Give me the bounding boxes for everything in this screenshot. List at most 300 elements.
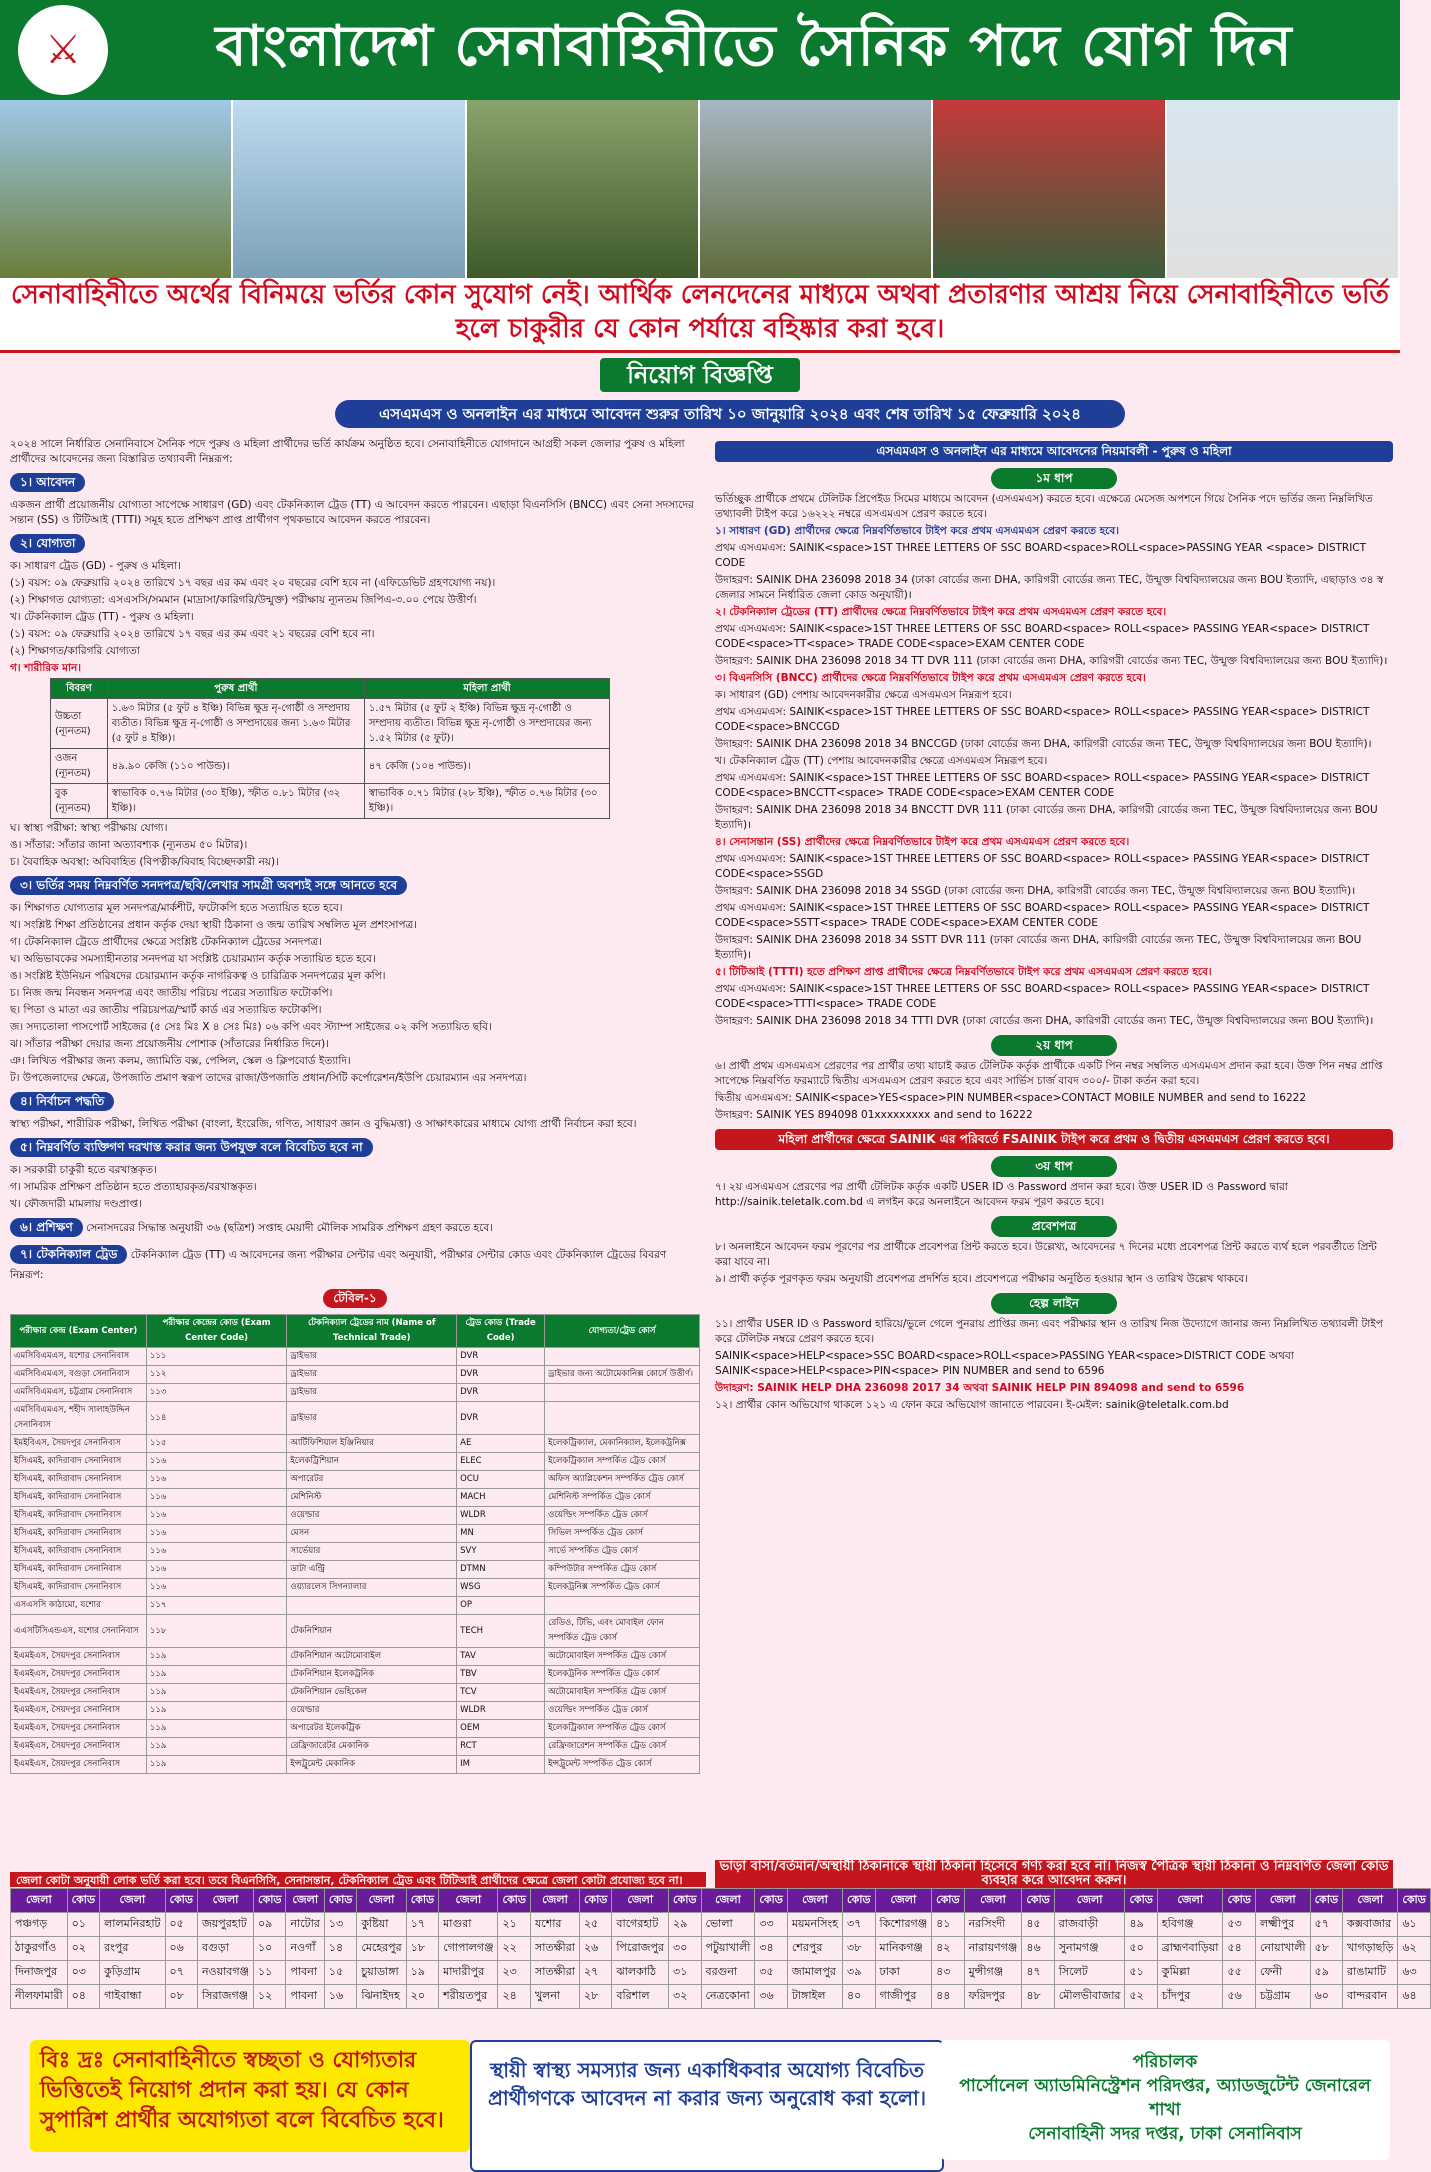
district-code: ৪৯: [1125, 1913, 1157, 1937]
technical-trade-text: টেকনিক্যাল ট্রেড (TT) এ আবেদনের জন্য পরীক্ষার সেন্টার এবং অনুযায়ী, পরীক্ষার সেন্টার কোড এবং টেকনিক্যাল ট্রেডের বিবরণ নিম্নরূপ:: [10, 1249, 667, 1281]
district-code: ৩০: [669, 1937, 701, 1961]
eligibility-gd: ক। সাধারণ ট্রেড (GD) - পুরুষ ও মহিলা।: [10, 560, 181, 572]
photo-strip: [0, 100, 1400, 278]
district-code: ৬০: [1310, 1985, 1342, 2009]
eligibility-tt-edu: (২) শিক্ষাগত/কারিগরি যোগ্যতা: [10, 645, 140, 657]
photo-parade-female: [700, 100, 933, 278]
district-code: ২৫: [579, 1913, 611, 1937]
phys-cell: উচ্চতা (ন্যূনতম): [51, 699, 108, 749]
district-code: ১৬: [324, 1985, 356, 2009]
district-head-cell: কোড: [406, 1889, 438, 1913]
tt-example: উদাহরণ: SAINIK DHA 236098 2018 34 TT DVR 111 (ঢাকা বোর্ডের জন্য DHA, কারিগরী বোর্ডের জন্য TEC, উন্মুক্ত বিশ্ববিদ্যালয়ের জন্য BOU ইত্যাদি)।: [715, 655, 1388, 667]
district-name: পিরোজপুর: [612, 1937, 669, 1961]
district-head-cell: জেলা: [1255, 1889, 1310, 1913]
training-text: সেনাসদরের সিদ্ধান্ত অনুযায়ী ৩৬ (ছত্রিশ) সপ্তাহ মেয়াদী মৌলিক সামরিক প্রশিক্ষণ গ্রহণ করতে হবে।: [86, 1222, 493, 1234]
district-name: বরগুনা: [701, 1961, 755, 1985]
trade-cell: ইসিএমই, কাদিরাবাদ সেনানিবাস: [11, 1453, 147, 1471]
trade-cell: অটোমোবাইল সম্পর্কিত ট্রেড কোর্স: [545, 1684, 700, 1702]
district-name: পাবনা: [286, 1961, 324, 1985]
trade-cell: ইন্সট্রুমেন্ট সম্পর্কিত ট্রেড কোর্স: [545, 1756, 700, 1774]
trade-cell: DVR: [457, 1402, 545, 1435]
trade-cell: এমসিবিএমএস, চট্টগ্রাম সেনানিবাস: [11, 1384, 147, 1402]
district-name: জামালপুর: [787, 1961, 842, 1985]
trade-cell: WLDR: [457, 1507, 545, 1525]
step3-text: ৭। ২য় এসএমএস প্রেরণের পর প্রার্থী টেলিটক কর্তৃক একটি USER ID ও Password প্রদান করা হবে। উক্ত USER ID ও Password দ্বারা http://sainik.teletalk.com.bd এ লগইন করে অনলাইনে আবেদন ফরম পূরণ করতে হবে।: [715, 1181, 1288, 1208]
section-training: ৬। প্রশিক্ষণ: [10, 1218, 83, 1237]
trade-cell: ইসিএমই, কাদিরাবাদ সেনানিবাস: [11, 1471, 147, 1489]
table-row: [11, 1435, 700, 1453]
phys-head-2: মহিলা প্রার্থী: [364, 679, 609, 699]
district-code: ৪৭: [1022, 1961, 1054, 1985]
trade-cell: ইলেকট্রিক্যাল সম্পর্কিত ট্রেড কোর্স: [545, 1453, 700, 1471]
trade-cell: DTMN: [457, 1561, 545, 1579]
help-text: ১১। প্রার্থীর USER ID ও Password হারিয়ে/ভুলে গেলে পুনরায় প্রাপ্তির জন্য এবং পরীক্ষার স্থান ও তারিখ নিজ উদ্যোগে জানার জন্য নিম্নলিখিত তথ্যাবলী টাইপ করে টেলিটক নম্বরে প্রেরণ করতে হবে।: [715, 1318, 1383, 1345]
district-name: পটুয়াখালী: [701, 1937, 755, 1961]
district-head-cell: কোড: [755, 1889, 787, 1913]
district-head-cell: কোড: [1398, 1889, 1430, 1913]
trade-cell: ইএমইএস, সৈয়দপুর সেনানিবাস: [11, 1756, 147, 1774]
district-name: গাইবান্ধা: [100, 1985, 165, 2009]
table-caption-wrap: [10, 1285, 700, 1312]
trade-cell: ইএমইএস, সৈয়দপুর সেনানিবাস: [11, 1684, 147, 1702]
trade-cell: WSG: [457, 1579, 545, 1597]
district-name: ফেনী: [1255, 1961, 1310, 1985]
trade-cell: ওয়েল্ডিং সম্পর্কিত ট্রেড কোর্স: [545, 1507, 700, 1525]
district-code: ১৩: [324, 1913, 356, 1937]
district-code: ৬২: [1398, 1937, 1430, 1961]
trade-cell: MN: [457, 1525, 545, 1543]
trade-cell: এমসিবিএমএস, শহীদ সালাহউদ্দিন সেনানিবাস: [11, 1402, 147, 1435]
bncc-tt-example: উদাহরণ: SAINIK DHA 236098 2018 34 BNCCTT DVR 111 (ঢাকা বোর্ডের জন্য DHA, কারিগরী বোর্ডের জন্য TEC, উন্মুক্ত বিশ্ববিদ্যালয়ের জন্য BOU ইত্যাদি)।: [715, 804, 1378, 831]
eligibility-tt: খ। টেকনিক্যাল ট্রেড (TT) - পুরুষ ও মহিলা।: [10, 611, 194, 623]
trade-head-3: ট্রেড কোড (Trade Code): [457, 1315, 545, 1348]
district-name: শেরপুর: [787, 1937, 842, 1961]
list-item: ঙ। সংশ্লিষ্ট ইউনিয়ন পরিষদের চেয়ারম্যান কর্তৃক নাগরিকত্ব ও চারিত্রিক সনদপত্রের মূল কপি।: [10, 970, 386, 982]
trade-cell: RCT: [457, 1738, 545, 1756]
district-name: সাতক্ষীরা: [530, 1937, 579, 1961]
district-code: ৬১: [1398, 1913, 1430, 1937]
district-name: গোপালগঞ্জ: [439, 1937, 498, 1961]
district-name: ফরিদপুর: [964, 1985, 1022, 2009]
table-row: [11, 1684, 700, 1702]
trade-cell: ইসিএমই, কাদিরাবাদ সেনানিবাস: [11, 1579, 147, 1597]
district-code: ৬৩: [1398, 1961, 1430, 1985]
section-eligibility: ২। যোগ্যতা: [10, 534, 85, 553]
district-head-cell: জেলা: [197, 1889, 253, 1913]
list-item: ক। শিক্ষাগত যোগ্যতার মূল সনদপত্র/মার্কশীট, ফটোকপি হতে সত্যায়িত হতে হবে।: [10, 902, 343, 914]
trade-cell: রেডিও, টিভি, এবং মোবাইল ফোন সম্পর্কিত ট্রেড কোর্স: [545, 1615, 700, 1648]
trade-cell: ELEC: [457, 1453, 545, 1471]
ttti-example: উদাহরণ: SAINIK DHA 236098 2018 34 TTTI DVR (ঢাকা বোর্ডের জন্য DHA, কারিগরী বোর্ডের জন্য TEC, উন্মুক্ত বিশ্ববিদ্যালয়ের জন্য BOU ইত্যাদি)।: [715, 1015, 1374, 1027]
phys-cell: ওজন (ন্যূনতম): [51, 749, 108, 784]
section-technical-trade: ৭। টেকনিক্যাল ট্রেড: [10, 1245, 127, 1264]
district-code: ৪২: [932, 1937, 964, 1961]
district-name: সাতক্ষীরা: [530, 1961, 579, 1985]
list-item: চ। নিজ জন্ম নিবন্ধন সনদপত্র এবং জাতীয় পরিচয় পত্রের সত্যায়িত ফটোকপি।: [10, 987, 333, 999]
section-selection: ৪। নির্বাচন পদ্ধতি: [10, 1092, 114, 1111]
district-name: মানিকগঞ্জ: [875, 1937, 932, 1961]
marital-status: চ। বৈবাহিক অবস্থা: অবিবাহিত (বিপত্নীক/বিবাহ বিচ্ছেদকারী নয়)।: [10, 856, 279, 868]
trade-cell: মেশিনিস্ট: [287, 1489, 457, 1507]
trade-cell: [545, 1597, 700, 1615]
step2-example: উদাহরণ: SAINIK YES 894098 01xxxxxxxxx and send to 16222: [715, 1109, 1033, 1121]
district-code: ৫৬: [1223, 1985, 1255, 2009]
trade-cell: সার্ভে সম্পর্কিত ট্রেড কোর্স: [545, 1543, 700, 1561]
district-code: ৩৭: [843, 1913, 875, 1937]
selection-text: স্বাস্থ্য পরীক্ষা, শারীরিক পরীক্ষা, লিখিত পরীক্ষা (বাংলা, ইংরেজি, গণিত, সাধারণ জ্ঞান ও বুদ্ধিমত্তা) ও সাক্ষাৎকারের মাধ্যমে যোগ্য প্রার্থী নির্বাচন করা হবে।: [10, 1118, 637, 1130]
trade-cell: ১১৯: [146, 1684, 287, 1702]
step-1: ১ম ধাপ: [991, 468, 1117, 489]
district-name: মেহেরপুর: [357, 1937, 406, 1961]
district-code: ৫৮: [1310, 1937, 1342, 1961]
trade-cell: ১১৯: [146, 1720, 287, 1738]
district-name: মাগুরা: [439, 1913, 498, 1937]
district-code: ৫০: [1125, 1937, 1157, 1961]
district-head-cell: কোড: [498, 1889, 530, 1913]
table-row: [11, 1402, 700, 1435]
trade-cell: ইএমইএস, সৈয়দপুর সেনানিবাস: [11, 1738, 147, 1756]
trade-cell: DVR: [457, 1384, 545, 1402]
trade-cell: OEM: [457, 1720, 545, 1738]
district-code: ৫৯: [1310, 1961, 1342, 1985]
swimming: ঙ। সাঁতার: সাঁতার জানা অত্যাবশ্যক (ন্যূনতম ৫০ মিটার)।: [10, 839, 248, 851]
district-head-cell: কোড: [932, 1889, 964, 1913]
district-name: সিরাজগঞ্জ: [197, 1985, 253, 2009]
district-name: ভোলা: [701, 1913, 755, 1937]
district-name: নওগাঁ: [286, 1937, 324, 1961]
district-name: শরীয়তপুর: [439, 1985, 498, 2009]
district-code: ৫৭: [1310, 1913, 1342, 1937]
list-item: গ। টেকনিক্যাল ট্রেডে প্রার্থীদের ক্ষেত্রে সংশ্লিষ্ট টেকনিক্যাল ট্রেডের সনদপত্র।: [10, 936, 322, 948]
trade-cell: কম্পিউটার সম্পর্কিত ট্রেড কোর্স: [545, 1561, 700, 1579]
ss-tt-format: প্রথম এসএমএস: SAINIK<space>1ST THREE LETTERS OF SSC BOARD<space> ROLL<space> PASSING YEAR<space> DISTRICT CODE<space>SSTT<space> TRADE CODE<space>EXAM CENTER CODE: [715, 902, 1370, 929]
photo-parachute: [233, 100, 466, 278]
eligibility-gd-age: (১) বয়স: ০৯ ফেব্রুয়ারি ২০২৪ তারিখে ১৭ বছর এর কম এবং ২০ বছরের বেশি হবে না (এফিডেভিট গ্রহণযোগ্য নয়)।: [10, 577, 496, 589]
trade-cell: ইসিএমই, কাদিরাবাদ সেনানিবাস: [11, 1507, 147, 1525]
trade-cell: DVR: [457, 1348, 545, 1366]
trade-cell: অটোমোবাইল সম্পর্কিত ট্রেড কোর্স: [545, 1648, 700, 1666]
section-documents: ৩। ভর্তির সময় নিম্নবর্ণিত সনদপত্র/ছবি/লেখার সামগ্রী অবশ্যই সঙ্গে আনতে হবে: [10, 876, 407, 895]
trade-cell: অপারেটর: [287, 1471, 457, 1489]
trade-cell: ইলেকট্রিক্যাল সম্পর্কিত ট্রেড কোর্স: [545, 1720, 700, 1738]
trade-cell: DVR: [457, 1366, 545, 1384]
district-quota-bar: জেলা কোটা অনুযায়ী লোক ভর্তি করা হবে। তবে বিএনসিসি, সেনাসন্তান, টেকনিক্যাল ট্রেড এবং টিটিআই প্রার্থীদের ক্ষেত্রে জেলা কোটা প্রযোজ্য হবে না।: [10, 1872, 706, 1887]
photo-flags: [933, 100, 1166, 278]
list-item: খ। সংশ্লিষ্ট শিক্ষা প্রতিষ্ঠানের প্রধান কর্তৃক দেয়া স্থায়ী ঠিকানা ও জন্ম তারিখ সম্বলিত মূল প্রশংসাপত্র।: [10, 919, 418, 931]
district-code: ২৮: [579, 1985, 611, 2009]
district-name: চট্টগ্রাম: [1255, 1985, 1310, 2009]
header-banner: [0, 0, 1400, 100]
district-name: সুনামগঞ্জ: [1054, 1937, 1125, 1961]
trade-cell: এমসিবিএমএস, যশোর সেনানিবাস: [11, 1348, 147, 1366]
list-item: খ। ফৌজদারী মামলায় দণ্ডপ্রাপ্ত।: [10, 1198, 142, 1210]
table-row: [11, 1913, 1431, 1937]
list-item: জ। সদ্যতোলা পাসপোর্ট সাইজের (৫ সেঃ মিঃ X ৪ সেঃ মিঃ) ০৬ কপি এবং স্ট্যাম্প সাইজের ০২ কপি সত্যায়িত ছবি।: [10, 1021, 492, 1033]
trade-cell: অপারেটর ইলেকট্রিক: [287, 1720, 457, 1738]
district-head-cell: জেলা: [964, 1889, 1022, 1913]
trade-cell: ওয়েল্ডার: [287, 1507, 457, 1525]
district-code: ৪৫: [1022, 1913, 1054, 1937]
eligibility-tt-age: (১) বয়স: ০৯ ফেব্রুয়ারি ২০২৪ তারিখে ১৭ বছর এর কম এবং ২১ বছরের বেশি হবে না।: [10, 628, 375, 640]
district-code: ২৬: [579, 1937, 611, 1961]
phys-cell: ১.৫৭ মিটার (৫ ফুট ২ ইঞ্চি) বিভিন্ন ক্ষুদ্র নৃ-গোষ্ঠী ও সম্প্রদায় ব্যতীত। বিভিন্ন ক্ষুদ্র নৃ-গোষ্ঠী ও সম্প্রদায়ের জন্য ১.৫২ মিটার (৫ ফুট)।: [364, 699, 609, 749]
trade-cell: ১১৯: [146, 1756, 287, 1774]
bncc-gd: ক। সাধারণ (GD) পেশায় আবেদনকারীর ক্ষেত্রে এসএমএস নিম্নরূপ হবে।: [715, 689, 1012, 701]
notice-title: নিয়োগ বিজ্ঞপ্তি: [600, 358, 800, 392]
district-name: যশোর: [530, 1913, 579, 1937]
bncc-gd-format: প্রথম এসএমএস: SAINIK<space>1ST THREE LETTERS OF SSC BOARD<space> ROLL<space> PASSING YEAR<space> DISTRICT CODE<space>BNCCGD: [715, 706, 1370, 733]
district-name: নরসিংদী: [964, 1913, 1022, 1937]
trade-cell: ১১৯: [146, 1648, 287, 1666]
table-row: [11, 1648, 700, 1666]
district-head-cell: জেলা: [787, 1889, 842, 1913]
district-code: ১৪: [324, 1937, 356, 1961]
district-head-cell: জেলা: [701, 1889, 755, 1913]
district-code-table: [10, 1888, 1431, 2009]
trade-cell: ১১২: [146, 1366, 287, 1384]
district-code: ০৩: [67, 1961, 99, 1985]
help-example: উদাহরণ: SAINIK HELP DHA 236098 2017 34 অথবা SAINIK HELP PIN 894098 and send to 6596: [715, 1382, 1245, 1394]
table-row: [11, 1961, 1431, 1985]
left-column: [10, 435, 700, 1774]
district-code: ৩২: [669, 1985, 701, 2009]
bncc-tt: খ। টেকনিক্যাল ট্রেড (TT) পেশায় আবেদনকারীর ক্ষেত্রে এসএমএস নিম্নরূপ হবে।: [715, 755, 1048, 767]
district-name: হবিগঞ্জ: [1157, 1913, 1223, 1937]
right-column: [715, 435, 1393, 1415]
district-name: দিনাজপুর: [11, 1961, 68, 1985]
district-head-cell: কোড: [67, 1889, 99, 1913]
trade-cell: রেফ্রিজারেশন সম্পর্কিত ট্রেড কোর্স: [545, 1738, 700, 1756]
ttti-title: ৫। টিটিআই (TTTI) হতে প্রশিক্ষণ প্রাপ্ত প্রার্থীদের ক্ষেত্রে নিম্নবর্ণিতভাবে টাইপ করে প্রথম এসএমএস প্রেরণ করতে হবে।: [715, 966, 1212, 978]
trade-cell: ইলেকট্রিক্যাল, মেকানিক্যাল, ইলেকট্রনিক্স: [545, 1435, 700, 1453]
help-contact: ১২। প্রার্থীর কোন অভিযোগ থাকলে ১২১ এ ফোন করে অভিযোগ জানাতে পারবেন। ই-মেইল: sainik@teletalk.com.bd: [715, 1399, 1229, 1411]
trade-cell: ১১৬: [146, 1561, 287, 1579]
photo-un-vehicle: [1167, 100, 1400, 278]
trade-cell: WLDR: [457, 1702, 545, 1720]
district-code: ২৯: [669, 1913, 701, 1937]
phys-cell: বুক (ন্যূনতম): [51, 784, 108, 819]
trade-cell: ১১১: [146, 1348, 287, 1366]
trade-cell: সিভিল সম্পর্কিত ট্রেড কোর্স: [545, 1525, 700, 1543]
help-line: হেল্প লাইন: [991, 1293, 1117, 1314]
district-head-cell: জেলা: [530, 1889, 579, 1913]
phys-head-0: বিবরণ: [51, 679, 108, 699]
list-item: ক। সরকারী চাকুরী হতে বরখাস্তকৃত।: [10, 1164, 157, 1176]
district-code: ৪৮: [1022, 1985, 1054, 2009]
phys-cell: স্বাভাবিক ০.৭১ মিটার (২৮ ইঞ্চি), স্ফীত ০.৭৬ মিটার (৩০ ইঞ্চি)।: [364, 784, 609, 819]
trade-cell: ইসিএমই, কাদিরাবাদ সেনানিবাস: [11, 1561, 147, 1579]
trade-cell: আর্টিফিশিয়াল ইঞ্জিনিয়ার: [287, 1435, 457, 1453]
district-code: ১৫: [324, 1961, 356, 1985]
district-code: ৩৪: [755, 1937, 787, 1961]
district-code: ১০: [254, 1937, 286, 1961]
district-name: রাঙামাটি: [1343, 1961, 1398, 1985]
trade-cell: ১১৬: [146, 1489, 287, 1507]
table-row: [51, 749, 610, 784]
trade-cell: এসএসসি কাঠামো, যশোর: [11, 1597, 147, 1615]
footer-note: বিঃ দ্রঃ সেনাবাহিনীতে স্বচ্ছতা ও যোগ্যতার ভিত্তিতেই নিয়োগ প্রদান করা হয়। যে কোন সুপারিশ প্রার্থীর অযোগ্যতা বলে বিবেচিত হবে।: [30, 2040, 470, 2152]
trade-cell: TAV: [457, 1648, 545, 1666]
table-row: [11, 1471, 700, 1489]
trade-cell: রেফ্রিজারেটর মেকানিক: [287, 1738, 457, 1756]
district-code: ২১: [498, 1913, 530, 1937]
application-text: একজন প্রার্থী প্রয়োজনীয় যোগ্যতা সাপেক্ষে সাধারণ (GD) এবং টেকনিক্যাল ট্রেড (TT) এ আবেদন করতে পারবেন। এছাড়া বিএনসিসি (BNCC) এবং সেনা সদস্যদের সন্তান (SS) ও টিটিআই (TTTI) সমূহ হতে প্রশিক্ষণ প্রাপ্ত প্রার্থীগণ পৃথকভাবে আবেদন করতে পারবেন।: [10, 499, 694, 526]
district-code: ৪০: [843, 1985, 875, 2009]
trade-cell: ১১৬: [146, 1453, 287, 1471]
rules-bar: এসএমএস ও অনলাইন এর মাধ্যমে আবেদনের নিয়মাবলী - পুরুষ ও মহিলা: [715, 441, 1393, 462]
trade-cell: ১১৮: [146, 1615, 287, 1648]
trade-cell: ওয়্যারলেস সিগন্যালার: [287, 1579, 457, 1597]
trade-cell: SVY: [457, 1543, 545, 1561]
table-row: [11, 1756, 700, 1774]
trade-table-body: [11, 1348, 700, 1774]
trade-cell: ড্রাইভার জন্য অটোমেকানিক্স কোর্সে উত্তীর্ণ।: [545, 1366, 700, 1384]
district-code: ২০: [406, 1985, 438, 2009]
district-head-cell: কোড: [1223, 1889, 1255, 1913]
list-item: ট। উপজেলাদের ক্ষেত্রে, উপজাতি প্রমাণ স্বরূপ তাদের রাজা/উপজাতি প্রধান/সিটি কর্পোরেশন/ইউপি চেয়ারম্যান এর সনদপত্র।: [10, 1072, 527, 1084]
district-name: মৌলভীবাজার: [1054, 1985, 1125, 2009]
table-row: [11, 1507, 700, 1525]
admit-card: প্রবেশপত্র: [991, 1216, 1117, 1237]
district-code: ০৮: [165, 1985, 197, 2009]
district-name: পাবনা: [286, 1985, 324, 2009]
warning-banner: সেনাবাহিনীতে অর্থের বিনিময়ে ভর্তির কোন সুযোগ নেই। আর্থিক লেনদেনের মাধ্যমে অথবা প্রতারণার আশ্রয় নিয়ে সেনাবাহিনীতে ভর্তি হলে চাকুরীর যে কোন পর্যায়ে বহিষ্কার করা হবে।: [0, 278, 1400, 353]
table-row: [11, 1348, 700, 1366]
district-name: লালমনিরহাট: [100, 1913, 165, 1937]
district-name: ঝালকাঠি: [612, 1961, 669, 1985]
trade-cell: ড্রাইভার: [287, 1402, 457, 1435]
trade-cell: TCV: [457, 1684, 545, 1702]
district-name: পঞ্চগড়: [11, 1913, 68, 1937]
district-body: [11, 1913, 1431, 2009]
district-name: ঠাকুরগাঁও: [11, 1937, 68, 1961]
district-name: কুমিল্লা: [1157, 1961, 1223, 1985]
table-row: [11, 1366, 700, 1384]
district-code: ১৮: [406, 1937, 438, 1961]
table-caption: টেবিল-১: [323, 1289, 386, 1308]
trade-cell: ড্রাইভার: [287, 1348, 457, 1366]
step-3: ৩য় ধাপ: [991, 1156, 1117, 1177]
trade-cell: ইমইবিএস, সৈয়দপুর সেনানিবাস: [11, 1435, 147, 1453]
district-code: ৫২: [1125, 1985, 1157, 2009]
district-name: কুষ্টিয়া: [357, 1913, 406, 1937]
table-row: [11, 1384, 700, 1402]
trade-cell: মেসন: [287, 1525, 457, 1543]
district-code: ০৪: [67, 1985, 99, 2009]
district-name: কক্সবাজার: [1343, 1913, 1398, 1937]
table-row: [11, 1720, 700, 1738]
step-2: ২য় ধাপ: [991, 1035, 1117, 1056]
ss-title: ৪। সেনাসন্তান (SS) প্রার্থীদের ক্ষেত্রে নিম্নবর্ণিতভাবে টাইপ করে প্রথম এসএমএস প্রেরণ করতে হবে।: [715, 836, 1130, 848]
district-code: ০১: [67, 1913, 99, 1937]
district-name: বাগেরহাট: [612, 1913, 669, 1937]
table-row: [11, 1985, 1431, 2009]
district-head-cell: কোড: [579, 1889, 611, 1913]
technical-trade-table: [10, 1314, 700, 1774]
district-head-cell: কোড: [165, 1889, 197, 1913]
trade-cell: ১১৩: [146, 1384, 287, 1402]
district-name: নোয়াখালী: [1255, 1937, 1310, 1961]
district-code: ০২: [67, 1937, 99, 1961]
district-code: ০৭: [165, 1961, 197, 1985]
district-head-cell: কোড: [1022, 1889, 1054, 1913]
table-row: [11, 1543, 700, 1561]
district-code: ৫৪: [1223, 1937, 1255, 1961]
district-head-cell: জেলা: [612, 1889, 669, 1913]
table-row: [11, 1738, 700, 1756]
district-code: ২৩: [498, 1961, 530, 1985]
table-row: [11, 1702, 700, 1720]
district-code: ৩১: [669, 1961, 701, 1985]
district-name: কিশোরগঞ্জ: [875, 1913, 932, 1937]
step1-text: ভর্তিচ্ছুক প্রার্থীকে প্রথমে টেলিটক প্রিপেইড সিমের মাধ্যমে আবেদন (এসএমএস) করতে হবে। এক্ষেত্রে মেসেজ অপশনে গিয়ে সৈনিক পদে ভর্তির জন্য নিম্নলিখিত তথ্যাবলী টাইপ করে ১৬২২২ নম্বরে এসএমএস প্রেরণ করতে হবে।: [715, 493, 1373, 520]
district-head-cell: জেলা: [1343, 1889, 1398, 1913]
intro-text: ২০২৪ সালে নির্ধারিত সেনানিবাসে সৈনিক পদে পুরুষ ও মহিলা প্রার্থীদের ভর্তি কার্যক্রম অনুষ্ঠিত হবে। সেনাবাহিনীতে যোগদানে আগ্রহী সকল জেলার পুরুষ ও মহিলা প্রার্থীদের আবেদনের জন্য বিস্তারিত তথ্যাবলী নিম্নরূপ:: [10, 438, 685, 465]
phys-head-1: পুরুষ প্রার্থী: [107, 679, 364, 699]
ttti-format: প্রথম এসএমএস: SAINIK<space>1ST THREE LETTERS OF SSC BOARD<space> ROLL<space> PASSING YEAR<space> DISTRICT CODE<space>TTTI<space> TRADE CODE: [715, 983, 1370, 1010]
trade-cell: ইলেকট্রনিক্স সম্পর্কিত ট্রেড কোর্স: [545, 1579, 700, 1597]
trade-cell: OCU: [457, 1471, 545, 1489]
address-note-bar: ভাড়া বাসা/বর্তমান/অস্থায়ী ঠিকানাকে স্থায়ী ঠিকানা হিসেবে গণ্য করা হবে না। নিজস্ব পৈত্রিক স্থায়ী ঠিকানা ও নিম্নবর্ণিত জেলা কোড ব্যবহার করে আবেদন করুন।: [715, 1860, 1393, 1888]
trade-cell: [545, 1384, 700, 1402]
trade-cell: ১১৯: [146, 1702, 287, 1720]
district-code: ১৭: [406, 1913, 438, 1937]
female-bar: মহিলা প্রার্থীদের ক্ষেত্রে SAINIK এর পরিবর্তে FSAINIK টাইপ করে প্রথম ও দ্বিতীয় এসএমএস প্রেরণ করতে হবে।: [715, 1129, 1393, 1150]
physical-standard-label: গ। শারীরিক মান।: [10, 662, 82, 674]
district-code: ৩৫: [755, 1961, 787, 1985]
trade-cell: টেকনিশিয়ান: [287, 1615, 457, 1648]
district-name: চাঁদপুর: [1157, 1985, 1223, 2009]
phys-cell: ৪৯.৯০ কেজি (১১০ পাউন্ড)।: [107, 749, 364, 784]
district-code: ৩৩: [755, 1913, 787, 1937]
trade-cell: ইএমইএস, সৈয়দপুর সেনানিবাস: [11, 1666, 147, 1684]
district-head-cell: কোড: [324, 1889, 356, 1913]
district-code: ৫৫: [1223, 1961, 1255, 1985]
admit-text: ৮। অনলাইনে আবেদন ফরম পূরণের পর প্রার্থীকে প্রবেশপত্র প্রিন্ট করতে হবে। উল্লেখ্য, আবেদনের ৭ দিনের মধ্যে প্রবেশপত্র প্রিন্ট করতে ব্যর্থ হলে পরবর্তীতে প্রিন্ট করা যাবে না।: [715, 1241, 1377, 1268]
district-code: ০৫: [165, 1913, 197, 1937]
table-row: [11, 1579, 700, 1597]
district-code: ২৪: [498, 1985, 530, 2009]
trade-cell: ইসিএমই, কাদিরাবাদ সেনানিবাস: [11, 1489, 147, 1507]
district-name: রংপুর: [100, 1937, 165, 1961]
table-row: [11, 1597, 700, 1615]
trade-cell: ইলেকট্রনিক সম্পর্কিত ট্রেড কোর্স: [545, 1666, 700, 1684]
district-name: নওয়াবগঞ্জ: [197, 1961, 253, 1985]
trade-cell: ১১৪: [146, 1402, 287, 1435]
trade-cell: এএসটিসিএন্ডএস, যশোর সেনানিবাস: [11, 1615, 147, 1648]
photo-helicopter: [0, 100, 233, 278]
trade-cell: টেকনিশিয়ান অটোমোবাইল: [287, 1648, 457, 1666]
trade-cell: ডাটা এন্ট্রি: [287, 1561, 457, 1579]
table-row: [11, 1525, 700, 1543]
trade-cell: ১১৯: [146, 1738, 287, 1756]
trade-cell: TBV: [457, 1666, 545, 1684]
district-head-cell: জেলা: [1054, 1889, 1125, 1913]
district-name: বান্দরবান: [1343, 1985, 1398, 2009]
district-head-cell: জেলা: [286, 1889, 324, 1913]
trade-cell: [545, 1402, 700, 1435]
district-head-cell: জেলা: [11, 1889, 68, 1913]
trade-cell: AE: [457, 1435, 545, 1453]
section-ineligible: ৫। নিম্নবর্ণিত ব্যক্তিগণ দরখাস্ত করার জন্য উপযুক্ত বলে বিবেচিত হবে না: [10, 1138, 373, 1157]
step2-text: ৬। প্রার্থী প্রথম এসএমএস প্রেরণের পর প্রার্থীর তথ্য যাচাই করত টেলিটক কর্তৃক প্রার্থীকে একটি পিন নম্বর সম্বলিত এসএমএস প্রদান করা হবে। উক্ত পিন নম্বর প্রাপ্তি সাপেক্ষে নিম্নবর্ণিত ফরম্যাটে দ্বিতীয় এসএমএস প্রেরণ করতে হবে এবং সার্ভিস চার্জ বাবদ ৩০০/- টাকা কর্তন করা হবে।: [715, 1060, 1383, 1087]
district-head-cell: কোড: [1310, 1889, 1342, 1913]
table-row: [11, 1615, 700, 1648]
trade-cell: ১১৬: [146, 1543, 287, 1561]
district-name: ময়মনসিংহ: [787, 1913, 842, 1937]
gd-format: প্রথম এসএমএস: SAINIK<space>1ST THREE LETTERS OF SSC BOARD<space>ROLL<space>PASSING YEAR <space> DISTRICT CODE: [715, 542, 1367, 569]
list-item: ঞ। লিখিত পরীক্ষার জন্য কলম, জ্যামিতি বক্স, পেন্সিল, স্কেল ও ক্লিপবোর্ড ইত্যাদি।: [10, 1055, 351, 1067]
